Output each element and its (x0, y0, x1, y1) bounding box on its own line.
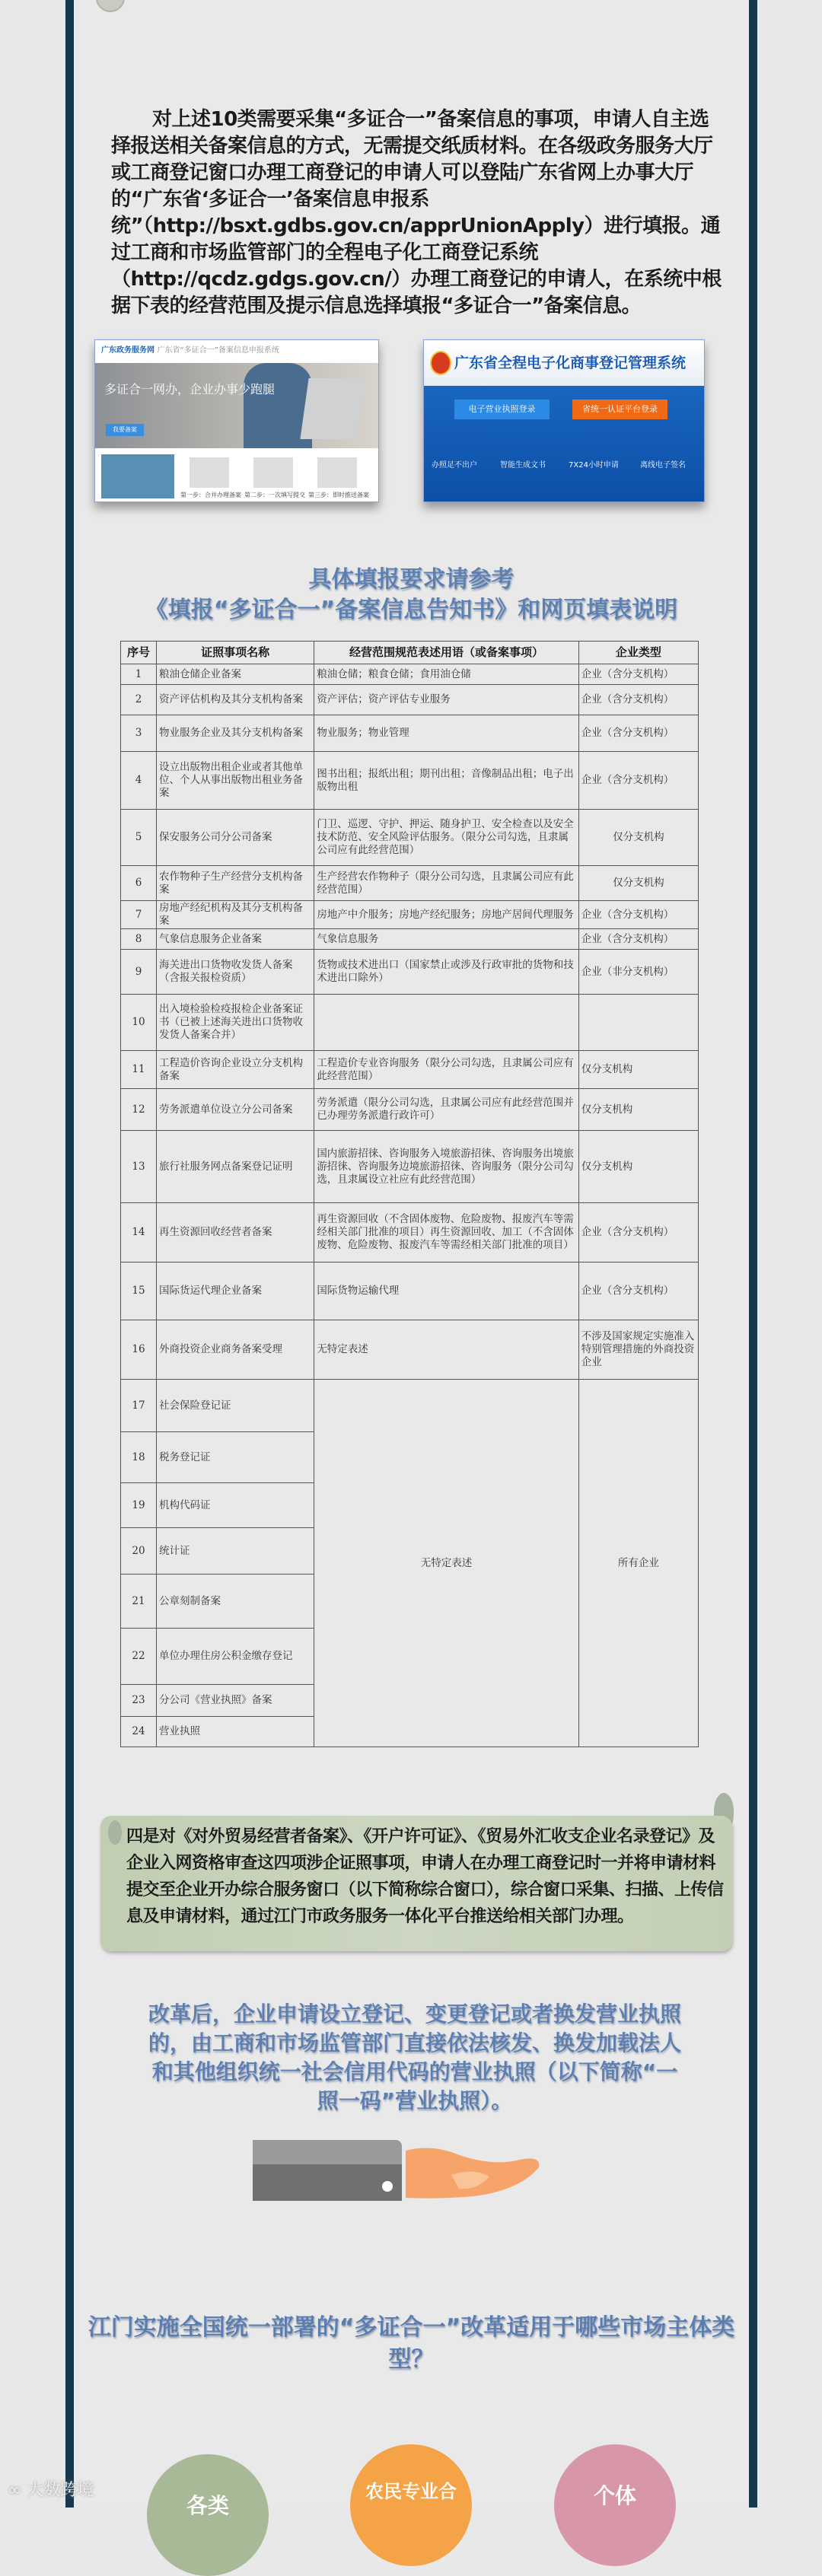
cell-item-name: 设立出版物出租企业或者其他单位、个人从事出版物出租业务备案 (157, 752, 314, 810)
cell-type: 企业（含分支机构） (578, 1203, 698, 1263)
cell-item-name: 统计证 (157, 1528, 314, 1575)
cell-scope: 生产经营农作物种子（限分公司勾选，且隶属公司应有此经营范围） (314, 866, 578, 901)
screenshots-row (74, 339, 749, 514)
category-circle-enterprises (147, 2454, 269, 2576)
cell-seq: 12 (121, 1089, 157, 1131)
cell-item-name: 出入境检验检疫报检企业备案证书（已被上述海关进出口货物收发货人备案合并） (157, 995, 314, 1051)
cell-seq: 24 (121, 1717, 157, 1747)
intro-section (74, 107, 749, 514)
video-thumbnail (101, 454, 174, 498)
step-label: 第一步：合并办理备案 (180, 492, 241, 498)
screenshot-gdbs-system (94, 339, 379, 502)
site-header (95, 340, 378, 361)
hand-icon (406, 2145, 543, 2199)
system-header (424, 340, 704, 386)
category-circle-individual (554, 2444, 676, 2566)
table-row (121, 1263, 699, 1320)
reform-text: 改革后，企业申请设立登记、变更登记或者换发营业执照的，由工商和市场监管部门直接依法核发、换发加载法人和其他组织统一社会信用代码的营业执照（以下简称“一照一码”营业执照）。 (148, 2001, 682, 2113)
scroll-banner (100, 1793, 732, 1951)
table-row (121, 1380, 699, 1432)
cell-type: 企业（含分支机构） (578, 715, 698, 752)
header-item-name: 证照事项名称 (157, 642, 314, 664)
cell-item-name: 工程造价咨询企业设立分支机构备案 (157, 1051, 314, 1089)
cell-type: 企业（含分支机构） (578, 929, 698, 950)
cell-scope: 工程造价专业咨询服务（限分公司勾选，且隶属公司应有此经营范围） (314, 1051, 578, 1089)
circle-label: 个体 (593, 2483, 636, 2508)
cell-seq: 3 (121, 715, 157, 752)
frame-border-left (65, 0, 74, 2508)
cell-scope-merged: 无特定表述 (314, 1380, 578, 1747)
cell-type: 企业（含分支机构） (578, 664, 698, 685)
scroll-curl (108, 1820, 122, 1845)
cell-seq: 23 (121, 1685, 157, 1717)
cell-seq: 7 (121, 901, 157, 929)
reference-title-line2: 《填报“多证合一”备案信息告知书》和网页填表说明 (145, 597, 678, 623)
table-header-row (121, 642, 699, 664)
table-row (121, 752, 699, 810)
step-icon (190, 457, 229, 488)
cell-scope: 劳务派遣（限分公司勾选，且隶属公司应有此经营范围并已办理劳务派遣行政许可） (314, 1089, 578, 1131)
cell-seq: 6 (121, 866, 157, 901)
cell-seq: 10 (121, 995, 157, 1051)
table-row (121, 901, 699, 929)
cell-seq: 20 (121, 1528, 157, 1575)
cell-scope (314, 995, 578, 1051)
cell-seq: 21 (121, 1575, 157, 1629)
cell-seq: 14 (121, 1203, 157, 1263)
cell-type: 企业（含分支机构） (578, 901, 698, 929)
cell-seq: 5 (121, 810, 157, 866)
cell-item-name: 机构代码证 (157, 1483, 314, 1528)
table-row (121, 1131, 699, 1203)
cell-seq: 22 (121, 1629, 157, 1685)
cell-scope: 国际货物运输代理 (314, 1263, 578, 1320)
cell-scope: 物业服务；物业管理 (314, 715, 578, 752)
reference-title-line1: 具体填报要求请参考 (308, 566, 515, 593)
cell-scope: 气象信息服务 (314, 929, 578, 950)
cell-item-name: 营业执照 (157, 1717, 314, 1747)
step-label: 第三步：即时推送备案 (308, 492, 369, 498)
filing-items-table (120, 641, 699, 1747)
cell-item-name: 物业服务企业及其分支机构备案 (157, 715, 314, 752)
cell-seq: 11 (121, 1051, 157, 1089)
table-row (121, 995, 699, 1051)
step-icon (317, 457, 357, 488)
table-body (121, 664, 699, 1747)
table-row (121, 1320, 699, 1380)
header-seq: 序号 (121, 642, 157, 664)
cell-item-name: 劳务派遣单位设立分公司备案 (157, 1089, 314, 1131)
cell-type-merged: 所有企业 (578, 1380, 698, 1747)
cell-item-name: 房地产经纪机构及其分支机构备案 (157, 901, 314, 929)
cell-seq: 2 (121, 685, 157, 715)
cell-seq: 18 (121, 1432, 157, 1483)
watermark-text: 大数跨境 (27, 2481, 94, 2500)
table-row (121, 866, 699, 901)
feature-label: 办照足不出户 (432, 461, 477, 470)
watermark-logo-icon: ∞ (8, 2481, 22, 2500)
cell-type: 仅分支机构 (578, 1131, 698, 1203)
system-name: 广东省全程电子化商事登记管理系统 (454, 355, 687, 371)
cell-item-name: 外商投资企业商务备案受理 (157, 1320, 314, 1380)
cell-type (578, 995, 698, 1051)
emblem-icon (430, 351, 451, 375)
cell-seq: 19 (121, 1483, 157, 1528)
cell-scope: 货物或技术进出口（国家禁止或涉及行政审批的货物和技术进出口除外） (314, 950, 578, 995)
cell-item-name: 单位办理住房公积金缴存登记 (157, 1629, 314, 1685)
cell-type: 仅分支机构 (578, 1051, 698, 1089)
cell-seq: 16 (121, 1320, 157, 1380)
feature-label: 7X24小时申请 (569, 461, 619, 470)
cell-item-name: 海关进出口货物收发货人备案（含报关报检资质） (157, 950, 314, 995)
laptop-illustration (300, 378, 365, 439)
cell-seq: 9 (121, 950, 157, 995)
watermark (8, 2477, 94, 2501)
step-label: 第二步：一次填写提交 (244, 492, 305, 498)
cell-scope: 粮油仓储；粮食仓储；食用油仓储 (314, 664, 578, 685)
cell-seq: 15 (121, 1263, 157, 1320)
category-circle-cooperatives (350, 2444, 472, 2566)
frame-border-right (749, 0, 757, 2508)
cell-item-name: 粮油仓储企业备案 (157, 664, 314, 685)
cell-type: 企业（含分支机构） (578, 1263, 698, 1320)
intro-paragraph: 对上述10类需要采集“多证合一”备案信息的事项，申请人自主选择报送相关备案信息的方式，无需提交纸质材料。在各级政务服务大厅或工商登记窗口办理工商登记的申请人可以登陆广东省网上办事大厅的“广东省‘多证合一’备案信息申报系统”（http://bsxt.gdbs.gov.cn/apprUnionApply）进行填报。通过工商和市场监管部门的全程电子化工商登记系统（http://qcdz.gdgs.gov.cn/）办理工商登记的申请人，在系统中根据下表的经营范围及提示信息选择填报“多证合一”备案信息。 (111, 108, 722, 317)
cell-scope: 无特定表述 (314, 1320, 578, 1380)
license-card-illustration (253, 2140, 402, 2201)
card-hole (382, 2181, 393, 2192)
cell-item-name: 资产评估机构及其分支机构备案 (157, 685, 314, 715)
table-row (121, 664, 699, 685)
header-scope: 经营范围规范表述用语（或备案事项） (314, 642, 578, 664)
circle-label: 各类 (186, 2493, 229, 2518)
cell-item-name: 农作物种子生产经营分支机构备案 (157, 866, 314, 901)
step-icon (253, 457, 293, 488)
screenshot-qcdz-system (423, 339, 705, 502)
site-subtitle: 广东省“多证合一”备案信息申报系统 (157, 346, 279, 355)
cell-item-name: 国际货运代理企业备案 (157, 1263, 314, 1320)
cell-scope: 图书出租；报纸出租；期刊出租；音像制品出租；电子出版物出租 (314, 752, 578, 810)
cell-item-name: 再生资源回收经营者备案 (157, 1203, 314, 1263)
file-button: 我要备案 (106, 424, 144, 436)
cell-item-name: 旅行社服务网点备案登记证明 (157, 1131, 314, 1203)
table-row (121, 715, 699, 752)
e-license-login-button: 电子营业执照登录 (454, 400, 550, 419)
cell-scope: 再生资源回收（不含固体废物、危险废物、报废汽车等需经相关部门批准的项目）再生资源回收、加工（不含固体废物、危险废物、报废汽车等需经相关部门批准的项目） (314, 1203, 578, 1263)
header-type: 企业类型 (578, 642, 698, 664)
cell-type: 仅分支机构 (578, 810, 698, 866)
cell-type: 仅分支机构 (578, 1089, 698, 1131)
steps (95, 454, 378, 502)
cell-type: 企业（含分支机构） (578, 685, 698, 715)
unified-auth-login-button: 省统一认证平台登录 (572, 400, 667, 419)
site-name: 广东政务服务网 (101, 346, 155, 355)
reference-title (74, 565, 749, 626)
question-title: 江门实施全国统一部署的“多证合一”改革适用于哪些市场主体类型？ (88, 2314, 735, 2373)
cell-scope: 房地产中介服务；房地产经纪服务；房地产居间代理服务 (314, 901, 578, 929)
cell-item-name: 分公司《营业执照》备案 (157, 1685, 314, 1717)
cell-scope: 国内旅游招徕、咨询服务入境旅游招徕、咨询服务出境旅游招徕、咨询服务边境旅游招徕、咨询服务（限分公司勾选，且隶属设立社应有此经营范围） (314, 1131, 578, 1203)
hero-image (95, 363, 378, 448)
cell-seq: 1 (121, 664, 157, 685)
table-row (121, 929, 699, 950)
table-row (121, 1089, 699, 1131)
hero-slogan: 多证合一网办，企业办事少跑腿 (104, 382, 276, 396)
cell-seq: 8 (121, 929, 157, 950)
table-row (121, 1051, 699, 1089)
cell-item-name: 保安服务公司分公司备案 (157, 810, 314, 866)
cell-seq: 13 (121, 1131, 157, 1203)
cell-scope: 门卫、巡逻、守护、押运、随身护卫、安全检查以及安全技术防范、安全风险评估服务。（限分公司勾选，且隶属公司应有此经营范围） (314, 810, 578, 866)
table-row (121, 810, 699, 866)
cell-seq: 4 (121, 752, 157, 810)
feature-label: 离线电子签名 (640, 461, 686, 470)
cell-type: 企业（非分支机构） (578, 950, 698, 995)
table-row (121, 685, 699, 715)
circle-label: 农民专业合 (365, 2481, 457, 2502)
cell-type: 仅分支机构 (578, 866, 698, 901)
cell-type: 企业（含分支机构） (578, 752, 698, 810)
cell-item-name: 税务登记证 (157, 1432, 314, 1483)
cell-type: 不涉及国家规定实施准入特别管理措施的外商投资企业 (578, 1320, 698, 1380)
cell-item-name: 公章刻制备案 (157, 1575, 314, 1629)
cell-item-name: 气象信息服务企业备案 (157, 929, 314, 950)
scroll-text: 四是对《对外贸易经营者备案》、《开户许可证》、《贸易外汇收支企业名录登记》及企业入网资格审查这四项涉企证照事项，申请人在办理工商登记时一并将申请材料提交至企业开办综合服务窗口（以下简称综合窗口），综合窗口采集、扫描、上传信息及申请材料，通过江门市政务服务一体化平台推送给相关部门办理。 (126, 1827, 724, 1926)
table-row (121, 1203, 699, 1263)
cell-seq: 17 (121, 1380, 157, 1432)
table-row (121, 950, 699, 995)
cell-item-name: 社会保险登记证 (157, 1380, 314, 1432)
cell-scope: 资产评估；资产评估专业服务 (314, 685, 578, 715)
feature-label: 智能生成文书 (500, 461, 546, 470)
